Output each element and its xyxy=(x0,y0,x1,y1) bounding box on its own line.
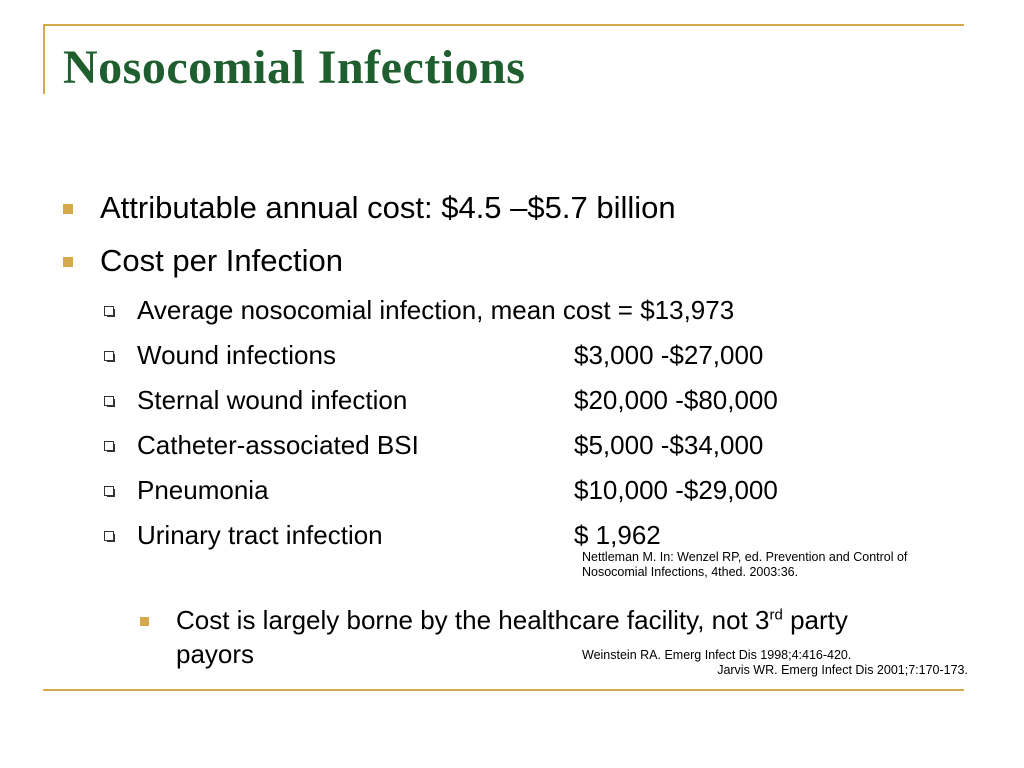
sub-bullet-value: $ 1,962 xyxy=(574,520,661,550)
text-part: Cost is largely borne by the healthcare facility, not 3 xyxy=(176,605,770,635)
citation-line: Nosocomial Infections, 4thed. 2003:36. xyxy=(582,565,799,579)
bullet-text-line2: payors xyxy=(176,639,255,669)
sub-bullet-value: $3,000 -$27,000 xyxy=(574,340,764,370)
citation-line: Nettleman M. In: Wenzel RP, ed. Prevention and Control of xyxy=(582,550,908,564)
superscript-rd: rd xyxy=(769,606,783,624)
sub-bullet-value: $10,000 -$29,000 xyxy=(574,475,778,505)
sub-bullet-label: Sternal wound infection xyxy=(137,385,408,415)
bullet-text: Cost per Infection xyxy=(100,243,343,278)
text-part: party xyxy=(782,605,848,635)
bullet-text xyxy=(176,605,848,636)
shadow-box-bullet-icon xyxy=(104,441,114,451)
sub-bullet-label: Urinary tract infection xyxy=(137,520,383,550)
citation-line: Jarvis WR. Emerg Infect Dis 2001;7:170-173. xyxy=(717,663,968,677)
sub-bullet-label: Pneumonia xyxy=(137,475,269,505)
frame-bottom-line xyxy=(43,689,964,691)
square-bullet-icon xyxy=(63,204,73,214)
citation-line: Weinstein RA. Emerg Infect Dis 1998;4:416-420. xyxy=(582,648,852,662)
citation-nettleman xyxy=(582,550,907,580)
sub-bullet-label: Average nosocomial infection, mean cost = $13,973 xyxy=(137,295,735,325)
shadow-box-bullet-icon xyxy=(104,396,114,406)
slide-title: Nosocomial Infections xyxy=(63,41,526,94)
square-bullet-icon xyxy=(140,617,149,626)
sub-bullet-label: Catheter-associated BSI xyxy=(137,430,419,460)
shadow-box-bullet-icon xyxy=(104,306,114,316)
shadow-box-bullet-icon xyxy=(104,531,114,541)
frame-top-line xyxy=(43,24,964,26)
shadow-box-bullet-icon xyxy=(104,486,114,496)
shadow-box-bullet-icon xyxy=(104,351,114,361)
citation-weinstein-jarvis xyxy=(582,648,968,678)
sub-bullet-value: $20,000 -$80,000 xyxy=(574,385,778,415)
square-bullet-icon xyxy=(63,257,73,267)
sub-bullet-value: $5,000 -$34,000 xyxy=(574,430,764,460)
frame-left-line xyxy=(43,24,45,94)
sub-bullet-label: Wound infections xyxy=(137,340,336,370)
bullet-text: Attributable annual cost: $4.5 –$5.7 billion xyxy=(100,190,676,225)
